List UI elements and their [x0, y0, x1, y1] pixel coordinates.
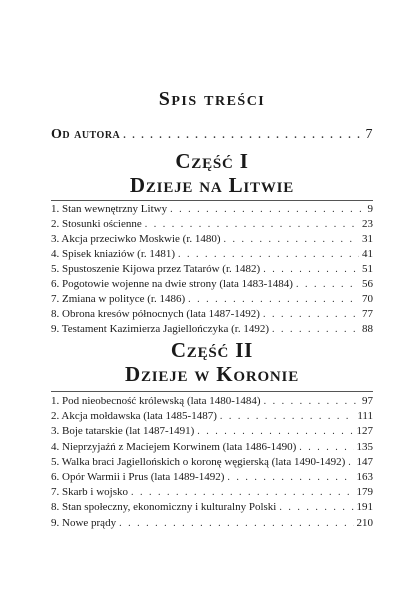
toc-entry-label: 7. Skarb i wojsko — [51, 486, 128, 498]
toc-entry — [51, 278, 373, 291]
toc-entry-page: 135 — [356, 441, 373, 453]
toc-entry-label: 1. Stan wewnętrzny Litwy — [51, 203, 168, 215]
toc-entry-page: 7 — [365, 127, 373, 142]
dot-leader — [145, 218, 359, 231]
dot-leader — [227, 471, 353, 484]
dot-leader — [178, 248, 359, 261]
toc-entry-label: 3. Akcja przeciwko Moskwie (r. 1480) — [51, 233, 221, 245]
toc-title: Spis treści — [158, 88, 266, 110]
toc-entry-page: 210 — [356, 517, 373, 529]
toc-entry-label: 2. Stosunki ościenne — [51, 218, 142, 230]
dot-leader — [348, 456, 353, 469]
toc-entry — [51, 486, 373, 499]
toc-entry — [51, 425, 373, 438]
toc-entry-page: 147 — [356, 456, 373, 468]
toc-entry-author — [51, 127, 373, 143]
toc-entry — [51, 218, 373, 231]
toc-entry — [51, 263, 373, 276]
toc-entry-label: 6. Opór Warmii i Prus (lata 1489-1492) — [51, 471, 225, 483]
dot-leader — [119, 517, 353, 530]
dot-leader — [220, 410, 354, 423]
dot-leader — [123, 130, 362, 141]
toc-entry — [51, 517, 373, 530]
dot-leader — [188, 293, 359, 306]
toc-entry-label: 4. Spisek kniaziów (r. 1481) — [51, 248, 176, 260]
toc-entry-page: 51 — [362, 263, 373, 275]
part-number: Część I — [175, 149, 249, 173]
toc-entry — [51, 233, 373, 246]
toc-entry-page: 9 — [367, 203, 373, 215]
dot-leader — [299, 441, 353, 454]
toc-entry-label: 8. Stan społeczny, ekonomiczny i kulturalny Polski — [51, 501, 277, 513]
dot-leader — [263, 263, 359, 276]
toc-entry-label: 8. Obrona kresów północnych (lata 1487-1492) — [51, 308, 260, 320]
toc-entry-label: 6. Pogotowie wojenne na dwie strony (lata 1483-1484) — [51, 278, 293, 290]
toc-entry-label: 5. Walka braci Jagiellońskich o koronę węgierską (lata 1490-1492) — [51, 456, 346, 468]
part-heading — [51, 149, 373, 197]
part-title: Dzieje w Koronie — [125, 362, 299, 386]
toc-entry-page: 70 — [362, 293, 373, 305]
toc-entry-label: 7. Zmiana w polityce (r. 1486) — [51, 293, 186, 305]
toc-entry-page: 111 — [357, 410, 373, 422]
divider — [51, 200, 373, 201]
toc-entry — [51, 308, 373, 321]
toc-entry — [51, 456, 373, 469]
toc-entry — [51, 323, 373, 336]
dot-leader — [224, 233, 359, 246]
toc-entry-page: 23 — [362, 218, 373, 230]
toc-entry — [51, 410, 373, 423]
toc-entry-page: 127 — [356, 425, 373, 437]
part-heading — [51, 338, 373, 386]
dot-leader — [279, 501, 353, 514]
toc-entry — [51, 293, 373, 306]
divider — [51, 391, 373, 392]
toc-entry-label: 9. Testament Kazimierza Jagiellończyka (r. 1492) — [51, 323, 270, 335]
dot-leader — [263, 308, 359, 321]
toc-entry — [51, 203, 373, 216]
toc-entry-page: 97 — [362, 395, 373, 407]
toc-entry-label: 2. Akcja mołdawska (lata 1485-1487) — [51, 410, 217, 422]
toc-entry — [51, 471, 373, 484]
toc-entry-page: 163 — [356, 471, 373, 483]
toc-entry-label: Od autora — [51, 127, 121, 142]
toc-entry — [51, 395, 373, 408]
toc-entry-page: 56 — [362, 278, 373, 290]
toc-entry-label: 5. Spustoszenie Kijowa przez Tatarów (r. 1482) — [51, 263, 261, 275]
toc-entry-page: 77 — [362, 308, 373, 320]
part-number: Część II — [170, 338, 254, 362]
toc-entry — [51, 248, 373, 261]
dot-leader — [170, 203, 364, 216]
part-title: Dzieje na Litwie — [129, 173, 295, 197]
toc-entry-page: 88 — [362, 323, 373, 335]
toc-entry-page: 191 — [356, 501, 373, 513]
dot-leader — [197, 425, 353, 438]
toc-entry-page: 31 — [362, 233, 373, 245]
dot-leader — [264, 395, 359, 408]
toc-entry-page: 179 — [356, 486, 373, 498]
dot-leader — [131, 486, 354, 499]
dot-leader — [296, 278, 359, 291]
dot-leader — [272, 323, 359, 336]
toc-entry-label: 1. Pod nieobecność królewską (lata 1480-1484) — [51, 395, 261, 407]
toc-entry-page: 41 — [362, 248, 373, 260]
toc-entry-label: 4. Nieprzyjaźń z Maciejem Korwinem (lata 1486-1490) — [51, 441, 297, 453]
toc-entry-label: 9. Nowe prądy — [51, 517, 117, 529]
toc-entry-label: 3. Boje tatarskie (lat 1487-1491) — [51, 425, 195, 437]
toc-entry — [51, 441, 373, 454]
toc-entry — [51, 501, 373, 514]
